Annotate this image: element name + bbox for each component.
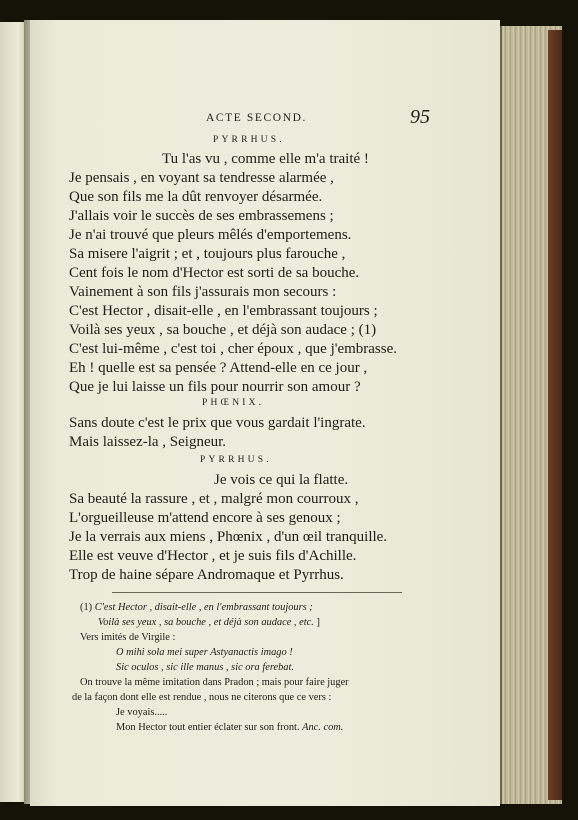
verse-line: Je pensais , en voyant sa tendresse alarmée , [69,170,334,186]
footnote-quoted-verse: Mon Hector tout entier éclater sur son front. [116,722,300,733]
verse-line: Sa misere l'aigrit ; et , toujours plus farouche , [69,246,346,262]
running-title: ACTE SECOND. [206,112,307,124]
footnote-quoted-verse-line [116,721,343,734]
running-head [206,106,506,132]
verse-line: J'allais voir le succès de ses embrassemens ; [69,208,334,224]
footnote-rule [112,592,402,593]
verse-line: Vainement à son fils j'assurais mon secours : [69,284,337,300]
verse-line: Tu l'as vu , comme elle m'a traité ! [162,151,369,167]
verse-line: Je vois ce qui la flatte. [214,472,349,488]
book-page [30,20,500,806]
verse-line: Trop de haine sépare Andromaque et Pyrrhus. [69,567,344,583]
speaker-name: PYRRHUS. [200,455,272,465]
footnote-text: de la façon dont elle est rendue , nous ne citerons que ce vers : [72,692,332,703]
verse-line: Elle est veuve d'Hector , et je suis fils d'Achille. [69,548,357,564]
footnote-marker: (1) [80,602,93,613]
speaker-name: PYRRHUS. [213,135,285,145]
verse-line: Que son fils me la dût renvoyer désarmée. [69,189,323,205]
book-cover-edge [548,30,562,800]
speaker-name: PHŒNIX. [202,398,265,408]
verse-line: Sans doute c'est le prix que vous gardait l'ingrate. [69,415,366,431]
footnote-latin-verse: Sic oculos , sic ille manus , sic ora ferebat. [116,662,294,673]
footnote-quote: Voilà ses yeux , sa bouche , et déjà son audace , etc. [98,617,314,628]
footnote-bracket: ] [316,617,320,628]
footnote-text: On trouve la même imitation dans Pradon ; mais pour faire juger [80,677,349,688]
footnote-line-1 [80,601,313,614]
verse-line: Je n'ai trouvé que pleurs mêlés d'emportemens. [69,227,352,243]
footnote-quote: C'est Hector , disait-elle , en l'embrassant toujours ; [94,602,313,613]
footnote-latin-verse: O mihi sola mei super Astyanactis imago ! [116,647,293,658]
verse-line: Que je lui laisse un fils pour nourrir son amour ? [69,379,361,395]
verse-line: Eh ! quelle est sa pensée ? Attend-elle en ce jour , [69,360,368,376]
verse-line: Cent fois le nom d'Hector est sorti de sa bouche. [69,265,360,281]
verse-line: Voilà ses yeux , sa bouche , et déjà son audace ; (1) [69,322,377,338]
footnote-line-2 [98,616,320,629]
verse-line: C'est lui-même , c'est toi , cher époux , que j'embrasse. [69,341,398,357]
footnote-source: Anc. com. [302,722,344,733]
verse-line: Je la verrais aux miens , Phœnix , d'un œil tranquille. [69,529,388,545]
left-page-edge [0,22,27,802]
verse-line: Sa beauté la rassure , et , malgré mon courroux , [69,491,359,507]
footnote-text: Vers imités de Virgile : [80,632,176,643]
page-number: 95 [410,106,430,128]
verse-line: L'orgueilleuse m'attend encore à ses genoux ; [69,510,341,526]
verse-line: Mais laissez-la , Seigneur. [69,434,227,450]
footnote-quoted-verse: Je voyais..... [116,707,168,718]
verse-line: C'est Hector , disait-elle , en l'embrassant toujours ; [69,303,378,319]
